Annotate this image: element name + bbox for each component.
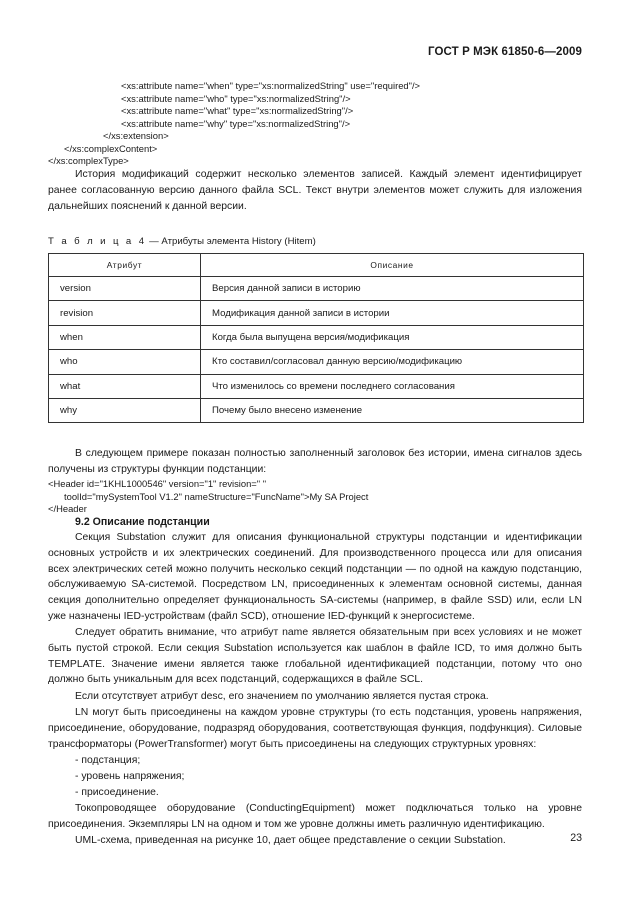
- table-cell: what: [49, 374, 201, 398]
- table-header-attribute: Атрибут: [49, 254, 201, 277]
- code-line: </Header: [48, 503, 87, 514]
- table-cell: Версия данной записи в историю: [201, 277, 584, 301]
- code-line: </xs:complexType>: [48, 155, 129, 166]
- code-line: </xs:extension>: [103, 130, 169, 141]
- table-cell: when: [49, 325, 201, 349]
- table-header-description: Описание: [201, 254, 584, 277]
- attributes-table: [48, 253, 584, 423]
- document-header: ГОСТ Р МЭК 61850-6—2009: [428, 46, 582, 58]
- code-line: <Header id="1KHL1000546" version="1" revision=" ": [48, 478, 267, 489]
- table-row: [49, 325, 584, 349]
- table-cell: version: [49, 277, 201, 301]
- table-cell: why: [49, 398, 201, 422]
- list-item: - уровень напряжения;: [75, 771, 185, 782]
- table-cell: Что изменилось со времени последнего согласования: [201, 374, 584, 398]
- table-cell: who: [49, 350, 201, 374]
- paragraph: Токопроводящее оборудование (ConductingEquipment) может подключаться только на уровне присоединения. Экземпляры LN на одном и том же уровне должны иметь различную идентификацию.: [48, 803, 582, 830]
- paragraph: Если отсутствует атрибут desc, его значением по умолчанию является пустая строка.: [75, 691, 489, 702]
- code-line: <xs:attribute name="what" type="xs:normalizedString"/>: [121, 105, 354, 116]
- list-item: - подстанция;: [75, 755, 141, 766]
- paragraph: Секция Substation служит для описания функциональной структуры подстанции и идентификации основных устройств и их электрических соединений. Для производственного процесса или для описания всех электрических сетей можно получить несколько секций подстанции — по одной на каждую подстанцию, обслуживаемую SA-системой. Посредством LN, присоединенных к элементам основной системы, данная секция дополнительно определяет функциональность SA-системы (например, в файле SSD) или, если LN уже назначены IED-устройствам (файл SCD), отношение IED-функций к энергосистеме.: [48, 532, 582, 622]
- table-row: [49, 301, 584, 325]
- table-row: [49, 277, 584, 301]
- table-caption-text: — Атрибуты элемента History (Hitem): [146, 236, 316, 247]
- table-row: [49, 374, 584, 398]
- code-line: </xs:complexContent>: [64, 142, 158, 154]
- table-caption: [48, 236, 316, 247]
- paragraph-example: В следующем примере показан полностью заполненный заголовок без истории, имена сигналов здесь получены из структуры функции подстанции:: [48, 448, 582, 475]
- paragraph-history: История модификаций содержит несколько элементов записей. Каждый элемент идентифицирует ранее согласованную версию данного файла SCL. Текст внутри элементов может служить для изложения дальнейших пояснений к данной версии.: [48, 169, 582, 212]
- code-line: <xs:attribute name="who" type="xs:normalizedString"/>: [121, 92, 351, 104]
- code-line: <xs:attribute name="when" type="xs:normalizedString" use="required"/>: [121, 80, 421, 91]
- paragraph: Следует обратить внимание, что атрибут name является обязательным при всех условиях и не может быть пустой строкой. Если секция Substation используется как шаблон в файле ICD, то имя должно быть TEMPLATE. Значение имени является также глобальной идентификацией подстанции, потому что оно должно быть уникальным для всех подстанций, содержащихся в файле SCL.: [48, 627, 582, 686]
- section-title: 9.2 Описание подстанции: [75, 516, 210, 528]
- list-item: - присоединение.: [75, 787, 159, 798]
- code-line: toolId="mySystemTool V1.2" nameStructure="FuncName">My SA Project: [64, 490, 369, 502]
- table-caption-label: Т а б л и ц а 4: [48, 236, 147, 247]
- paragraph: LN могут быть присоединены на каждом уровне структуры (то есть подстанция, уровень напряжения, присоединение, оборудование, подразряд оборудования, соответствующая функция, подфункция). Силовые трансформаторы (PowerTransformer) могут быть присоединены на следующих структурных уровнях:: [48, 707, 582, 750]
- code-line: <xs:attribute name="why" type="xs:normalizedString"/>: [121, 117, 351, 129]
- table-header-row: [49, 254, 584, 277]
- paragraph: UML-схема, приведенная на рисунке 10, дает общее представление о секции Substation.: [75, 835, 506, 846]
- table-row: [49, 398, 584, 422]
- table-row: [49, 350, 584, 374]
- table-cell: Кто составил/согласовал данную версию/модификацию: [201, 350, 584, 374]
- page-number: 23: [570, 832, 582, 844]
- table-cell: Когда была выпущена версия/модификация: [201, 325, 584, 349]
- table-cell: Модификация данной записи в истории: [201, 301, 584, 325]
- table-cell: Почему было внесено изменение: [201, 398, 584, 422]
- table-cell: revision: [49, 301, 201, 325]
